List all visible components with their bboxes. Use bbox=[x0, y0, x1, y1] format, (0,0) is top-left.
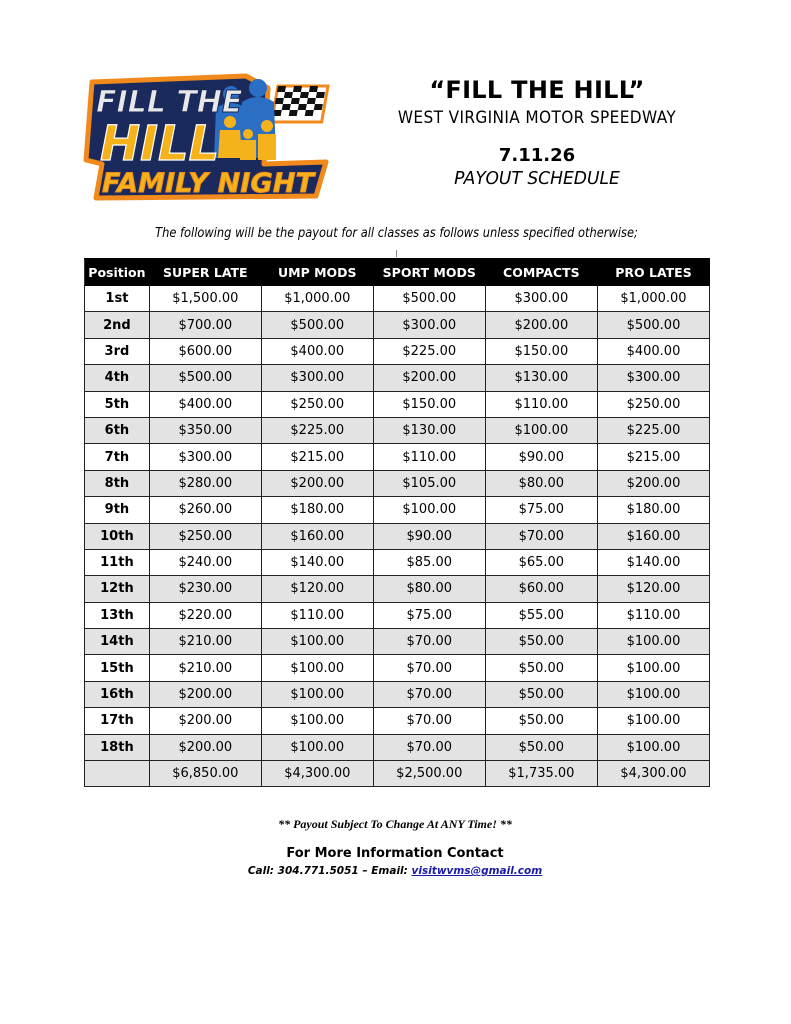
payout-cell: $300.00 bbox=[261, 365, 373, 391]
table-row bbox=[85, 655, 710, 681]
position-cell: 16th bbox=[85, 681, 150, 707]
payout-cell: $225.00 bbox=[597, 417, 709, 443]
payout-cell: $250.00 bbox=[149, 523, 261, 549]
svg-text:FAMILY NIGHT: FAMILY NIGHT bbox=[102, 168, 314, 199]
column-header-ump-mods: UMP MODS bbox=[261, 259, 373, 286]
payout-cell: $100.00 bbox=[261, 655, 373, 681]
payout-cell: $210.00 bbox=[149, 655, 261, 681]
payout-cell: $70.00 bbox=[373, 655, 485, 681]
payout-cell: $160.00 bbox=[261, 523, 373, 549]
position-cell: 12th bbox=[85, 576, 150, 602]
payout-cell: $100.00 bbox=[261, 629, 373, 655]
table-header-row bbox=[85, 259, 710, 286]
payout-cell: $85.00 bbox=[373, 549, 485, 575]
position-cell: 13th bbox=[85, 602, 150, 628]
payout-cell: $300.00 bbox=[149, 444, 261, 470]
table-row bbox=[85, 629, 710, 655]
payout-cell: $90.00 bbox=[373, 523, 485, 549]
payout-cell: $200.00 bbox=[149, 734, 261, 760]
position-cell: 3rd bbox=[85, 338, 150, 364]
position-cell: 6th bbox=[85, 417, 150, 443]
payout-cell: $70.00 bbox=[373, 708, 485, 734]
table-row bbox=[85, 417, 710, 443]
fill-the-hill-logo bbox=[78, 68, 340, 204]
payout-cell: $75.00 bbox=[485, 497, 597, 523]
table-row bbox=[85, 312, 710, 338]
position-cell: 10th bbox=[85, 523, 150, 549]
payout-cell: $140.00 bbox=[597, 549, 709, 575]
phone-label: Call: 304.771.5051 – Email: bbox=[247, 865, 412, 877]
venue-name: WEST VIRGINIA MOTOR SPEEDWAY bbox=[397, 108, 677, 127]
position-cell: 1st bbox=[85, 286, 150, 312]
table-row bbox=[85, 708, 710, 734]
payout-cell: $65.00 bbox=[485, 549, 597, 575]
payout-cell: $215.00 bbox=[261, 444, 373, 470]
payout-cell: $120.00 bbox=[597, 576, 709, 602]
payout-cell: $600.00 bbox=[149, 338, 261, 364]
payout-cell: $100.00 bbox=[597, 629, 709, 655]
payout-cell: $110.00 bbox=[373, 444, 485, 470]
svg-text:HILL: HILL bbox=[100, 116, 220, 172]
payout-cell: $210.00 bbox=[149, 629, 261, 655]
column-header-compacts: COMPACTS bbox=[485, 259, 597, 286]
email-link[interactable]: visitwvms@gmail.com bbox=[411, 865, 543, 877]
payout-cell: $260.00 bbox=[149, 497, 261, 523]
payout-cell: $50.00 bbox=[485, 708, 597, 734]
payout-cell: $200.00 bbox=[261, 470, 373, 496]
payout-cell: $250.00 bbox=[261, 391, 373, 417]
payout-cell: $1,000.00 bbox=[261, 286, 373, 312]
table-row bbox=[85, 549, 710, 575]
payout-cell: $225.00 bbox=[373, 338, 485, 364]
payout-cell: $100.00 bbox=[261, 734, 373, 760]
payout-cell: $400.00 bbox=[261, 338, 373, 364]
table-row bbox=[85, 734, 710, 760]
table-row bbox=[85, 470, 710, 496]
payout-cell: $70.00 bbox=[373, 629, 485, 655]
contact-heading: For More Information Contact bbox=[286, 846, 504, 861]
payout-cell: $200.00 bbox=[597, 470, 709, 496]
payout-cell: $80.00 bbox=[373, 576, 485, 602]
payout-cell: $280.00 bbox=[149, 470, 261, 496]
payout-cell: $90.00 bbox=[485, 444, 597, 470]
table-row bbox=[85, 286, 710, 312]
payout-cell: $50.00 bbox=[485, 655, 597, 681]
position-cell: 14th bbox=[85, 629, 150, 655]
payout-cell: $180.00 bbox=[261, 497, 373, 523]
payout-cell: $300.00 bbox=[597, 365, 709, 391]
payout-cell: $230.00 bbox=[149, 576, 261, 602]
payout-cell: $300.00 bbox=[485, 286, 597, 312]
position-cell: 7th bbox=[85, 444, 150, 470]
payout-cell: $1,500.00 bbox=[149, 286, 261, 312]
family-checkered-flag-logo-icon bbox=[78, 68, 340, 204]
event-title: “FILL THE HILL” bbox=[429, 76, 645, 104]
payout-cell: $60.00 bbox=[485, 576, 597, 602]
payout-cell: $130.00 bbox=[485, 365, 597, 391]
payout-cell: $100.00 bbox=[485, 417, 597, 443]
position-cell: 9th bbox=[85, 497, 150, 523]
payout-cell: $500.00 bbox=[149, 365, 261, 391]
table-row bbox=[85, 497, 710, 523]
payout-cell: $350.00 bbox=[149, 417, 261, 443]
table-row bbox=[85, 602, 710, 628]
payout-cell: $110.00 bbox=[485, 391, 597, 417]
payout-cell: $100.00 bbox=[597, 708, 709, 734]
column-header-pro-lates: PRO LATES bbox=[597, 259, 709, 286]
payout-cell: $240.00 bbox=[149, 549, 261, 575]
payout-cell: $100.00 bbox=[261, 708, 373, 734]
position-cell: 8th bbox=[85, 470, 150, 496]
intro-text: The following will be the payout for all classes as follows unless specified otherwise; bbox=[155, 226, 638, 241]
payout-cell: $500.00 bbox=[597, 312, 709, 338]
table-row bbox=[85, 444, 710, 470]
payout-cell: $500.00 bbox=[261, 312, 373, 338]
payout-cell: $50.00 bbox=[485, 734, 597, 760]
totals-label-cell bbox=[85, 761, 150, 787]
payout-cell: $200.00 bbox=[149, 681, 261, 707]
svg-text:FILL THE: FILL THE bbox=[96, 85, 243, 120]
payout-cell: $220.00 bbox=[149, 602, 261, 628]
column-header-position: Position bbox=[85, 259, 150, 286]
contact-line bbox=[220, 865, 570, 877]
payout-cell: $225.00 bbox=[261, 417, 373, 443]
payout-cell: $150.00 bbox=[373, 391, 485, 417]
payout-cell: $1,000.00 bbox=[597, 286, 709, 312]
position-cell: 5th bbox=[85, 391, 150, 417]
payout-cell: $200.00 bbox=[373, 365, 485, 391]
payout-cell: $140.00 bbox=[261, 549, 373, 575]
position-cell: 2nd bbox=[85, 312, 150, 338]
payout-cell: $110.00 bbox=[261, 602, 373, 628]
table-row bbox=[85, 681, 710, 707]
payout-cell: $70.00 bbox=[373, 734, 485, 760]
payout-cell: $200.00 bbox=[149, 708, 261, 734]
payout-cell: $110.00 bbox=[597, 602, 709, 628]
payout-cell: $100.00 bbox=[373, 497, 485, 523]
payout-cell: $130.00 bbox=[373, 417, 485, 443]
column-header-sport-mods: SPORT MODS bbox=[373, 259, 485, 286]
total-cell: $4,300.00 bbox=[597, 761, 709, 787]
payout-cell: $105.00 bbox=[373, 470, 485, 496]
document-subtitle: PAYOUT SCHEDULE bbox=[454, 168, 620, 189]
table-row bbox=[85, 338, 710, 364]
payout-cell: $75.00 bbox=[373, 602, 485, 628]
position-cell: 11th bbox=[85, 549, 150, 575]
payout-cell: $200.00 bbox=[485, 312, 597, 338]
disclaimer-note: ** Payout Subject To Change At ANY Time! ** bbox=[278, 817, 512, 831]
total-cell: $6,850.00 bbox=[149, 761, 261, 787]
payout-cell: $400.00 bbox=[597, 338, 709, 364]
total-cell: $4,300.00 bbox=[261, 761, 373, 787]
payout-cell: $250.00 bbox=[597, 391, 709, 417]
payout-cell: $180.00 bbox=[597, 497, 709, 523]
stray-mark bbox=[396, 250, 397, 257]
payout-cell: $120.00 bbox=[261, 576, 373, 602]
total-cell: $2,500.00 bbox=[373, 761, 485, 787]
event-date: 7.11.26 bbox=[498, 145, 576, 166]
payout-cell: $70.00 bbox=[485, 523, 597, 549]
payout-cell: $400.00 bbox=[149, 391, 261, 417]
column-header-super-late: SUPER LATE bbox=[149, 259, 261, 286]
payout-cell: $100.00 bbox=[597, 734, 709, 760]
payout-cell: $100.00 bbox=[597, 655, 709, 681]
payout-cell: $50.00 bbox=[485, 629, 597, 655]
payout-cell: $215.00 bbox=[597, 444, 709, 470]
position-cell: 4th bbox=[85, 365, 150, 391]
total-cell: $1,735.00 bbox=[485, 761, 597, 787]
table-row bbox=[85, 523, 710, 549]
payout-cell: $55.00 bbox=[485, 602, 597, 628]
payout-cell: $70.00 bbox=[373, 681, 485, 707]
table-row bbox=[85, 576, 710, 602]
table-row bbox=[85, 391, 710, 417]
payout-cell: $50.00 bbox=[485, 681, 597, 707]
payout-cell: $100.00 bbox=[597, 681, 709, 707]
table-row bbox=[85, 365, 710, 391]
payout-table bbox=[84, 258, 710, 787]
payout-cell: $700.00 bbox=[149, 312, 261, 338]
totals-row bbox=[85, 761, 710, 787]
position-cell: 15th bbox=[85, 655, 150, 681]
position-cell: 17th bbox=[85, 708, 150, 734]
payout-cell: $150.00 bbox=[485, 338, 597, 364]
payout-cell: $100.00 bbox=[261, 681, 373, 707]
payout-cell: $500.00 bbox=[373, 286, 485, 312]
payout-cell: $300.00 bbox=[373, 312, 485, 338]
payout-cell: $80.00 bbox=[485, 470, 597, 496]
position-cell: 18th bbox=[85, 734, 150, 760]
payout-cell: $160.00 bbox=[597, 523, 709, 549]
